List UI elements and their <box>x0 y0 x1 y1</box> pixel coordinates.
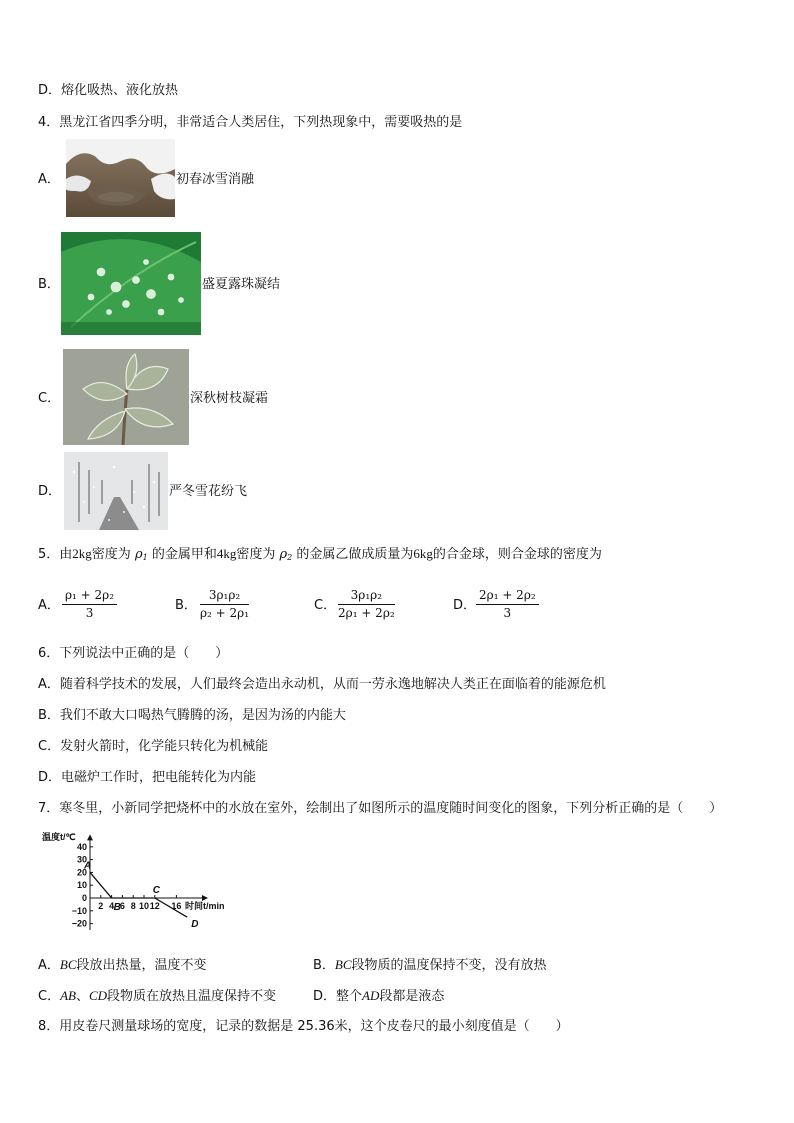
point-label-b: B <box>113 902 121 913</box>
q3-option-d: D．熔化吸热、液化放热 <box>38 83 179 98</box>
x-tick-label: 10 <box>138 901 150 911</box>
x-tick-label: 8 <box>130 901 136 911</box>
melting-snow-photo <box>66 139 175 217</box>
q5-option-d-label: D． <box>453 598 477 613</box>
point-label-a: A <box>84 860 92 872</box>
q6-option-c: C．发射火箭时，化学能只转化为机械能 <box>38 739 269 754</box>
q4-option-c-text: 深秋树枝凝霜 <box>190 391 269 406</box>
q5-option-b-fraction: $\frac{\text{3ρ₁ρ₂}}{\text{ρ₂ + 2ρ₁}}$ <box>200 588 250 620</box>
q4-option-b-text: 盛夏露珠凝结 <box>202 277 281 292</box>
q6-option-b: B．我们不敢大口喝热气腾腾的汤，是因为汤的内能大 <box>38 708 346 723</box>
q4-option-d-label: D． <box>38 484 62 499</box>
y-tick-label: 10 <box>76 880 87 891</box>
q4-option-c-label: C． <box>38 391 61 406</box>
q5-option-a-label: A． <box>38 598 60 613</box>
temperature-time-chart <box>38 828 278 943</box>
q7-option-c: C．AB、CD段物质在放热且温度保持不变 <box>38 988 277 1004</box>
x-tick-label: 2 <box>98 901 104 911</box>
q7-stem: 7．寒冬里，小新同学把烧杯中的水放在室外，绘制出了如图所示的温度随时间变化的图象，下列分析正确的是（ ） <box>38 801 723 816</box>
y-tick-label: 30 <box>76 854 87 865</box>
y-axis-label: 温度t/℃ <box>42 832 76 842</box>
q5-stem: 5．由2kg密度为 $\rho_1$ 的金属甲和4kg密度为 $\rho_2$ 的金属乙做成质量为6kg的合金球，则合金球的密度为 <box>38 546 602 562</box>
q5-option-d-fraction: $\frac{\text{2ρ₁ + 2ρ₂}}{3}$ <box>476 588 539 621</box>
y-tick-label: 40 <box>76 841 87 852</box>
y-tick-label: −10 <box>71 905 87 916</box>
y-axis-arrow <box>87 834 93 840</box>
point-label-d: D <box>191 919 199 931</box>
q7-option-d: D．整个AD段都是液态 <box>313 988 445 1004</box>
y-tick-label: 0 <box>81 893 87 903</box>
q8-stem: 8．用皮卷尺测量球场的宽度，记录的数据是 25.36米，这个皮卷尺的最小刻度值是（ ） <box>38 1019 569 1034</box>
q7-option-b: B．BC段物质的温度保持不变，没有放热 <box>313 957 547 973</box>
q4-option-a-text: 初春冰雪消融 <box>176 172 255 187</box>
x-tick-label: 4 <box>109 901 115 911</box>
q5-option-c-fraction: $\frac{\text{3ρ₁ρ₂}}{\text{2ρ₁ + 2ρ₂}}$ <box>338 588 395 620</box>
x-tick-label: 16 <box>171 901 182 911</box>
x-tick-label: 6 <box>119 901 125 911</box>
q4-option-d-text: 严冬雪花纷飞 <box>169 484 248 499</box>
q6-option-d: D．电磁炉工作时，把电能转化为内能 <box>38 770 257 785</box>
x-axis-label: 时间t/min <box>185 901 225 911</box>
snowfall-photo <box>64 452 168 530</box>
q6-stem: 6．下列说法中正确的是（ ） <box>38 646 229 661</box>
y-tick-label: 20 <box>76 867 87 878</box>
q6-option-a: A．随着科学技术的发展，人们最终会造出永动机，从而一劳永逸地解决人类正在面临着的能源危机 <box>38 677 606 692</box>
dew-drops-photo <box>61 232 201 335</box>
q4-option-b-label: B． <box>38 277 60 292</box>
q5-option-a-fraction: $\frac{\text{ρ₁ + 2ρ₂}}{3}$ <box>62 588 117 621</box>
q4-option-a-label: A． <box>38 172 60 187</box>
point-label-c: C <box>152 885 161 896</box>
frost-leaves-photo <box>63 349 189 445</box>
y-tick-label: −20 <box>71 918 87 929</box>
q5-option-b-label: B． <box>175 598 197 613</box>
x-tick-label: 12 <box>149 901 160 911</box>
q4-stem: 4．黑龙江省四季分明，非常适合人类居住，下列热现象中，需要吸热的是 <box>38 115 463 130</box>
q7-option-a: A．BC段放出热量，温度不变 <box>38 957 207 973</box>
q5-option-c-label: C． <box>314 598 337 613</box>
